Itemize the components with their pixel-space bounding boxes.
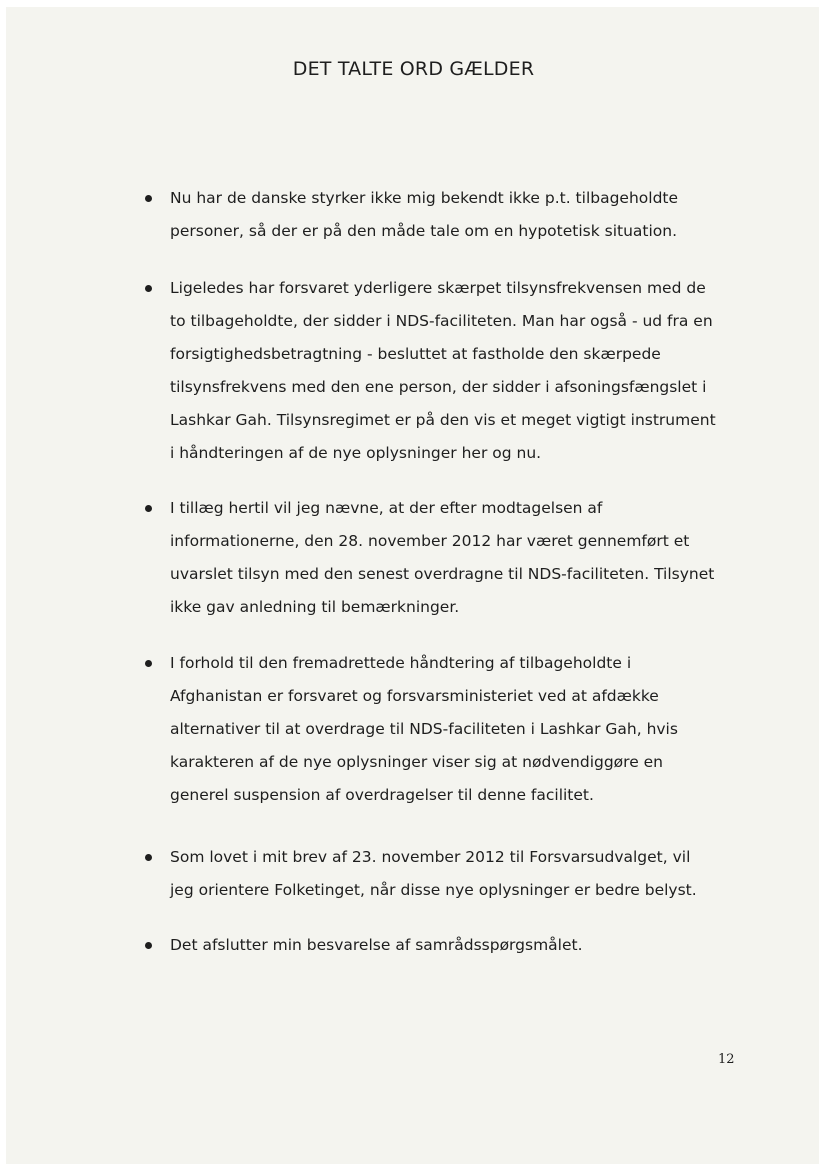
bullet-line: Det afslutter min besvarelse af samrådsspørgsmålet.	[170, 936, 583, 954]
bullet-icon	[145, 505, 152, 512]
bullet-line: generel suspension af overdragelser til denne facilitet.	[170, 786, 594, 804]
bullet-icon	[145, 660, 152, 667]
bullet-line: Nu har de danske styrker ikke mig bekendt ikke p.t. tilbageholdte	[170, 189, 679, 207]
bullet-icon	[145, 195, 152, 202]
bullet-line: to tilbageholdte, der sidder i NDS-faciliteten. Man har også - ud fra en	[170, 312, 713, 330]
bullet-line: Afghanistan er forsvaret og forsvarsministeriet ved at afdække	[170, 687, 659, 705]
bullet-line: forsigtighedsbetragtning - besluttet at fastholde den skærpede	[170, 345, 661, 363]
bullet-line: ikke gav anledning til bemærkninger.	[170, 598, 460, 616]
bullet-icon	[145, 285, 152, 292]
bullet-line: Ligeledes har forsvaret yderligere skærpet tilsynsfrekvensen med de	[170, 279, 706, 297]
page-number: 12	[718, 1052, 735, 1067]
bullet-line: Som lovet i mit brev af 23. november 2012 til Forsvarsudvalget, vil	[170, 848, 691, 866]
bullet-line: tilsynsfrekvens med den ene person, der sidder i afsoningsfængslet i	[170, 378, 707, 396]
bullet-line: Lashkar Gah. Tilsynsregimet er på den vis et meget vigtigt instrument	[170, 411, 716, 429]
bullet-line: I forhold til den fremadrettede håndtering af tilbageholdte i	[170, 654, 632, 672]
bullet-line: informationerne, den 28. november 2012 har været gennemført et	[170, 532, 690, 550]
bullet-line: personer, så der er på den måde tale om en hypotetisk situation.	[170, 222, 678, 240]
bullet-line: i håndteringen af de nye oplysninger her og nu.	[170, 444, 542, 462]
page-title: DET TALTE ORD GÆLDER	[292, 58, 535, 80]
bullet-line: karakteren af de nye oplysninger viser sig at nødvendiggøre en	[170, 753, 664, 771]
bullet-icon	[145, 854, 152, 861]
bullet-line: alternativer til at overdrage til NDS-faciliteten i Lashkar Gah, hvis	[170, 720, 678, 738]
bullet-line: I tillæg hertil vil jeg nævne, at der efter modtagelsen af	[170, 499, 603, 517]
bullet-icon	[145, 942, 152, 949]
bullet-line: uvarslet tilsyn med den senest overdragne til NDS-faciliteten. Tilsynet	[170, 565, 715, 583]
bullet-line: jeg orientere Folketinget, når disse nye oplysninger er bedre belyst.	[170, 881, 697, 899]
